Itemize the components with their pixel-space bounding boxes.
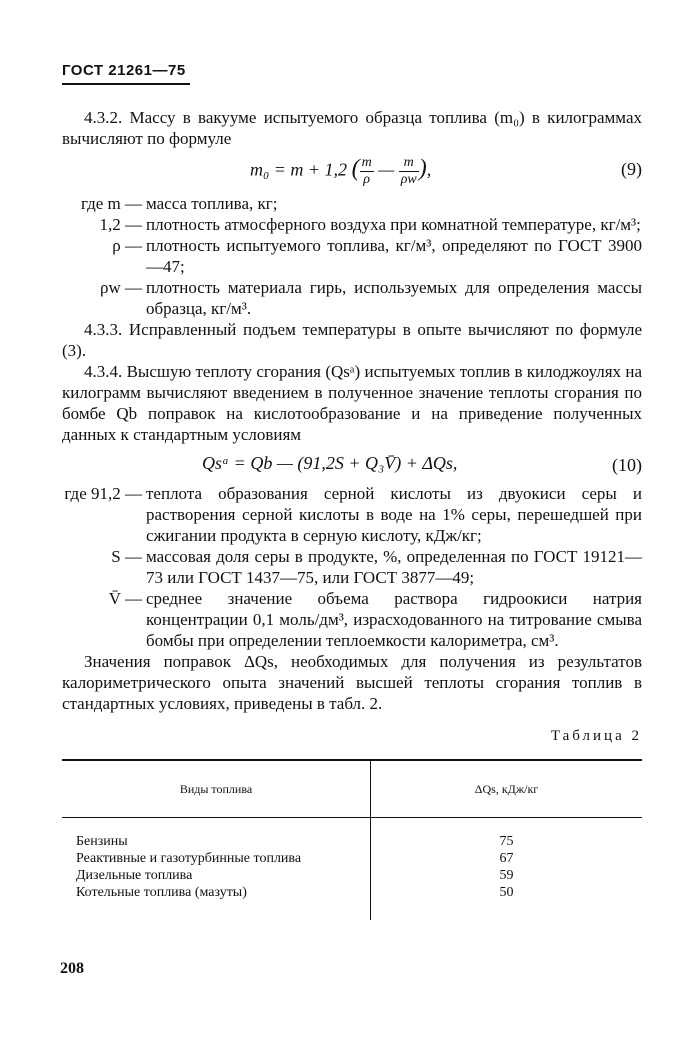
fuel-cell: Котельные топлива (мазуты) [62, 884, 371, 920]
definition-symbol: ρw — [99, 278, 142, 297]
formula-10-body: Qsᵃ = Qb — (91,2S + Q₃V̄) + ΔQs, [202, 453, 458, 473]
formula-10-number: (10) [612, 455, 642, 475]
column-header-fuel-type: Виды топлива [62, 760, 371, 818]
paragraph-4-3-2: 4.3.2. Массу в вакууме испытуемого образца топлива (m₀) в килограммах вычисляют по формуле [62, 108, 642, 148]
definition-symbol: где 91,2 — [64, 484, 142, 503]
definition-symbol: где m — [80, 194, 142, 213]
formula-9-definitions [62, 193, 642, 319]
value-cell: 59 [499, 868, 514, 883]
value-cell: 75 [499, 834, 514, 849]
corrections-table [62, 759, 642, 920]
definition-text: среднее значение объема раствора гидроокиси натрия концентрации 0,1 моль/дм³, израсходованного на титрование смыва бомбы при определении теплоемкости калориметра, см³. [146, 589, 642, 650]
formula-10-definitions [62, 483, 642, 651]
fuel-cell: Бензины [62, 818, 371, 851]
page [62, 62, 642, 920]
value-cell: 67 [499, 851, 514, 866]
definition-item [62, 546, 642, 588]
formula-10 [62, 445, 642, 483]
definition-symbol: V̄ — [108, 589, 142, 608]
paragraph-4-3-3: 4.3.3. Исправленный подъем температуры в опыте вычисляют по формуле (3). [62, 320, 642, 360]
formula-9 [62, 149, 642, 193]
definition-item [62, 588, 642, 651]
formula-9-number: (9) [621, 159, 642, 179]
value-cell: 50 [499, 885, 514, 900]
page-number: 208 [60, 960, 84, 977]
definition-text: массовая доля серы в продукте, %, определенная по ГОСТ 19121—73 или ГОСТ 1437—75, или ГОСТ 3877—49; [146, 547, 642, 587]
table-caption: Таблица 2 [550, 728, 642, 744]
paragraph-table-reference: Значения поправок ΔQs, необходимых для получения из результатов калориметрического опыта значений высшей теплоты сгорания топлив в стандартных условиях, приведены в табл. 2. [62, 652, 642, 713]
formula-9-lhs: m₀ = m + 1,2 [250, 159, 348, 180]
paragraph-4-3-4: 4.3.4. Высшую теплоту сгорания (Qsᵃ) испытуемых топлив в килоджоулях на килограмм вычисляют введением в полученное значение теплоты сгорания по бомбе Qb поправок на кислотообразование и на приведение полученных данных к стандартным условиям [62, 362, 642, 444]
definition-item [62, 483, 642, 546]
formula-9-fraction-2: $\frac{m}{\rho w}$ [400, 155, 417, 187]
document-header: ГОСТ 21261—75 [62, 62, 190, 85]
definition-item [62, 193, 642, 214]
definition-text: плотность испытуемого топлива, кг/м³, определяют по ГОСТ 3900—47; [146, 236, 642, 276]
definition-text: плотность материала гирь, используемых для определения массы образца, кг/м³. [146, 278, 642, 318]
definition-symbol: 1,2 — [99, 215, 142, 234]
definition-item [62, 214, 642, 235]
definition-symbol: S — [111, 547, 142, 566]
definition-symbol: ρ — [112, 236, 142, 255]
fuel-cell: Реактивные и газотурбинные топлива [62, 850, 371, 867]
table-row [62, 850, 642, 867]
table-row [62, 867, 642, 884]
definition-text: масса топлива, кг; [146, 194, 278, 213]
definition-text: плотность атмосферного воздуха при комнатной температуре, кг/м³; [146, 215, 641, 234]
table-header-row [62, 760, 642, 818]
column-header-correction: ΔQs, кДж/кг [371, 760, 643, 818]
definition-text: теплота образования серной кислоты из двуокиси серы и растворения серной кислоты в воде на 1% серы, перешедшей при сжигании продукта в серную кислоту, кДж/кг; [146, 484, 642, 545]
table-row [62, 884, 642, 920]
definition-item [62, 235, 642, 277]
definition-item [62, 277, 642, 319]
formula-9-body: m₀ = m + 1,2 ( $\frac{m}{\rho}$ — $\frac{m}{\rho w}$ ), [250, 155, 432, 187]
formula-9-fraction-1: $\frac{m}{\rho}$ [361, 155, 372, 187]
fuel-cell: Дизельные топлива [62, 867, 371, 884]
table-row [62, 818, 642, 851]
